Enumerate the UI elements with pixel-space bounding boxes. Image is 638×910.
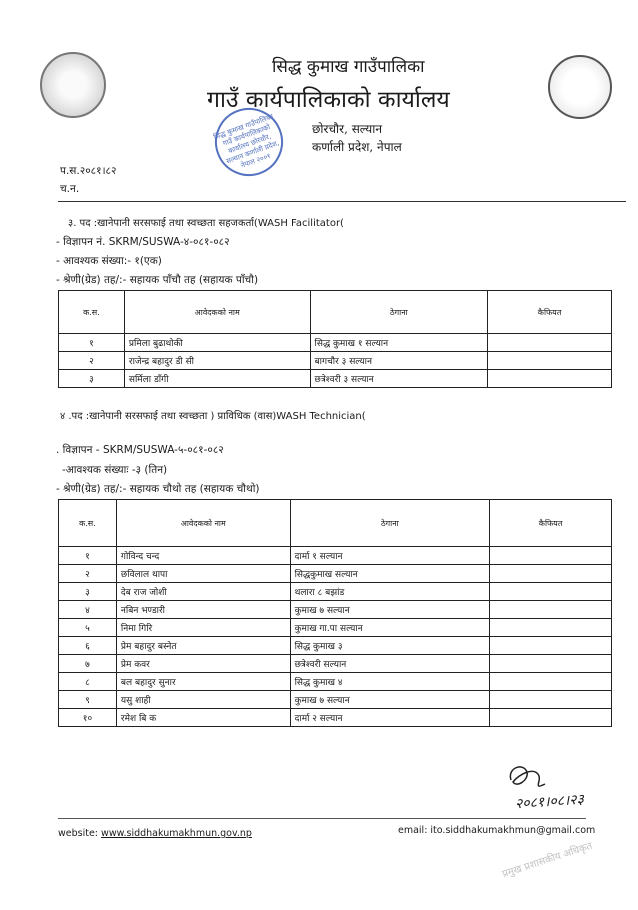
serial-cell: ३	[59, 370, 125, 388]
address-cell: थलारा ८ बझांड	[290, 583, 490, 601]
office-stamp: सिद्ध कुमाख गाउँपालिका गाउँ कार्यपालिकाको कार्यालय छोरचौर, सल्यान कर्णाली प्रदेश, नेपाल २००१	[205, 98, 292, 185]
remarks-cell	[490, 619, 612, 637]
address-line-1: छोरचौर, सल्यान	[312, 122, 383, 136]
table-header-row	[59, 291, 612, 334]
address-cell: दार्मा २ सल्यान	[290, 709, 490, 727]
remarks-cell	[490, 673, 612, 691]
applicant-name-cell: प्रेम बहादुर बस्नेत	[116, 637, 290, 655]
remarks-cell	[488, 334, 612, 352]
applicant-name-cell: छविलाल थापा	[116, 565, 290, 583]
applicant-name-cell: सर्मिला डाँगी	[124, 370, 310, 388]
reference-number: प.स.२०८१।८२	[60, 165, 117, 177]
serial-cell: ९	[59, 691, 117, 709]
website-label: website:	[58, 828, 99, 839]
address-cell: छत्रेश्वरी ३ सल्यान	[310, 370, 488, 388]
serial-cell: ७	[59, 655, 117, 673]
section4-ad: . विज्ञापन - SKRM/SUSWA-५-०८१-०८२	[56, 444, 224, 456]
section4-count: -आवश्यक संख्याः -३ (तिन)	[62, 464, 168, 476]
section4-heading: ४ .पद :खानेपानी सरसफाई तथा स्वच्छता ) प्राविधिक (वास)WASH Technician(	[60, 411, 366, 422]
table-row	[59, 601, 612, 619]
table-row	[59, 334, 612, 352]
serial-cell: ४	[59, 601, 117, 619]
column-header: ठेगाना	[290, 500, 490, 547]
serial-cell: १०	[59, 709, 117, 727]
table-row	[59, 370, 612, 388]
website-link[interactable]: www.siddhakumakhmun.gov.np	[101, 828, 252, 839]
table-row	[59, 709, 612, 727]
address-cell: बागचौर ३ सल्यान	[310, 352, 488, 370]
faint-stamp: प्रमुख प्रशासकीय अधिकृत	[501, 840, 594, 881]
nepal-emblem-logo	[40, 52, 106, 118]
serial-cell: ५	[59, 619, 117, 637]
column-header: आवेदकको नाम	[124, 291, 310, 334]
applicant-name-cell: बल बहादुर सुनार	[116, 673, 290, 691]
applicant-name-cell: प्रेम कवर	[116, 655, 290, 673]
section4-table	[58, 499, 612, 727]
table-row	[59, 565, 612, 583]
column-header: कैफियत	[488, 291, 612, 334]
divider	[58, 201, 626, 202]
footer-divider	[58, 818, 586, 819]
section3-ad: - विज्ञापन नं. SKRM/SUSWA-४-०८१-०८२	[56, 236, 230, 248]
office-name: गाउँ कार्यपालिकाको कार्यालय	[207, 87, 450, 113]
applicant-name-cell: गोविन्द चन्द	[116, 547, 290, 565]
address-cell: कुमाख गा.पा सल्यान	[290, 619, 490, 637]
remarks-cell	[490, 709, 612, 727]
serial-cell: २	[59, 565, 117, 583]
column-header: ठेगाना	[310, 291, 488, 334]
dispatch-number: च.न.	[60, 183, 80, 195]
remarks-cell	[490, 601, 612, 619]
website-line	[58, 828, 252, 839]
address-cell: छत्रेश्वरी सल्यान	[290, 655, 490, 673]
remarks-cell	[490, 691, 612, 709]
address-line-2: कर्णाली प्रदेश, नेपाल	[312, 140, 402, 154]
address-cell: कुमाख ७ सल्यान	[290, 601, 490, 619]
applicant-name-cell: रमेश बि क	[116, 709, 290, 727]
applicant-name-cell: प्रमिला बुढाथोकी	[124, 334, 310, 352]
remarks-cell	[490, 637, 612, 655]
address-cell: सिद्धकुमाख सल्यान	[290, 565, 490, 583]
table-row	[59, 352, 612, 370]
remarks-cell	[490, 565, 612, 583]
serial-cell: ६	[59, 637, 117, 655]
applicant-name-cell: निमा गिरि	[116, 619, 290, 637]
serial-cell: १	[59, 547, 117, 565]
section4-grade: - श्रेणी(ग्रेड) तह/:- सहायक चौथो तह (सहायक चौथो)	[56, 483, 260, 495]
section3-heading: ३. पद :खानेपानी सरसफाई तथा स्वच्छता सहजकर्ता(WASH Facilitator(	[68, 218, 344, 229]
remarks-cell	[488, 370, 612, 388]
applicant-name-cell: नबिन भण्डारी	[116, 601, 290, 619]
applicant-name-cell: यसु शाही	[116, 691, 290, 709]
table-row	[59, 583, 612, 601]
table-row	[59, 547, 612, 565]
table-header-row	[59, 500, 612, 547]
serial-cell: ३	[59, 583, 117, 601]
remarks-cell	[488, 352, 612, 370]
section3-count: - आवश्यक संख्या:- १(एक)	[56, 255, 162, 267]
address-cell: सिद्ध कुमाख ४	[290, 673, 490, 691]
section3-grade: - श्रेणी(ग्रेड) तह/:- सहायक पाँचौ तह (सहायक पाँचौ)	[56, 274, 259, 286]
remarks-cell	[490, 655, 612, 673]
column-header: आवेदकको नाम	[116, 500, 290, 547]
table-row	[59, 619, 612, 637]
address-cell: सिद्ध कुमाख ३	[290, 637, 490, 655]
address-cell: दार्मा १ सल्यान	[290, 547, 490, 565]
table-row	[59, 655, 612, 673]
address-cell: सिद्ध कुमाख १ सल्यान	[310, 334, 488, 352]
signature-scribble	[505, 760, 555, 796]
email-line[interactable]: email: ito.siddhakumakhmun@gmail.com	[398, 825, 596, 836]
municipality-name: सिद्ध कुमाख गाउँपालिका	[272, 57, 425, 77]
column-header: क.स.	[59, 500, 117, 547]
serial-cell: १	[59, 334, 125, 352]
table-row	[59, 673, 612, 691]
serial-cell: २	[59, 352, 125, 370]
municipality-logo	[548, 55, 612, 119]
remarks-cell	[490, 583, 612, 601]
serial-cell: ८	[59, 673, 117, 691]
remarks-cell	[490, 547, 612, 565]
applicant-name-cell: राजेन्द्र बहादुर डी सी	[124, 352, 310, 370]
section3-table	[58, 290, 612, 388]
applicant-name-cell: देब राज जोशी	[116, 583, 290, 601]
column-header: क.स.	[59, 291, 125, 334]
table-row	[59, 691, 612, 709]
address-cell: कुमाख ७ सल्यान	[290, 691, 490, 709]
table-row	[59, 637, 612, 655]
column-header: कैफियत	[490, 500, 612, 547]
signature-date: २०८१।०८।२३	[514, 791, 585, 813]
